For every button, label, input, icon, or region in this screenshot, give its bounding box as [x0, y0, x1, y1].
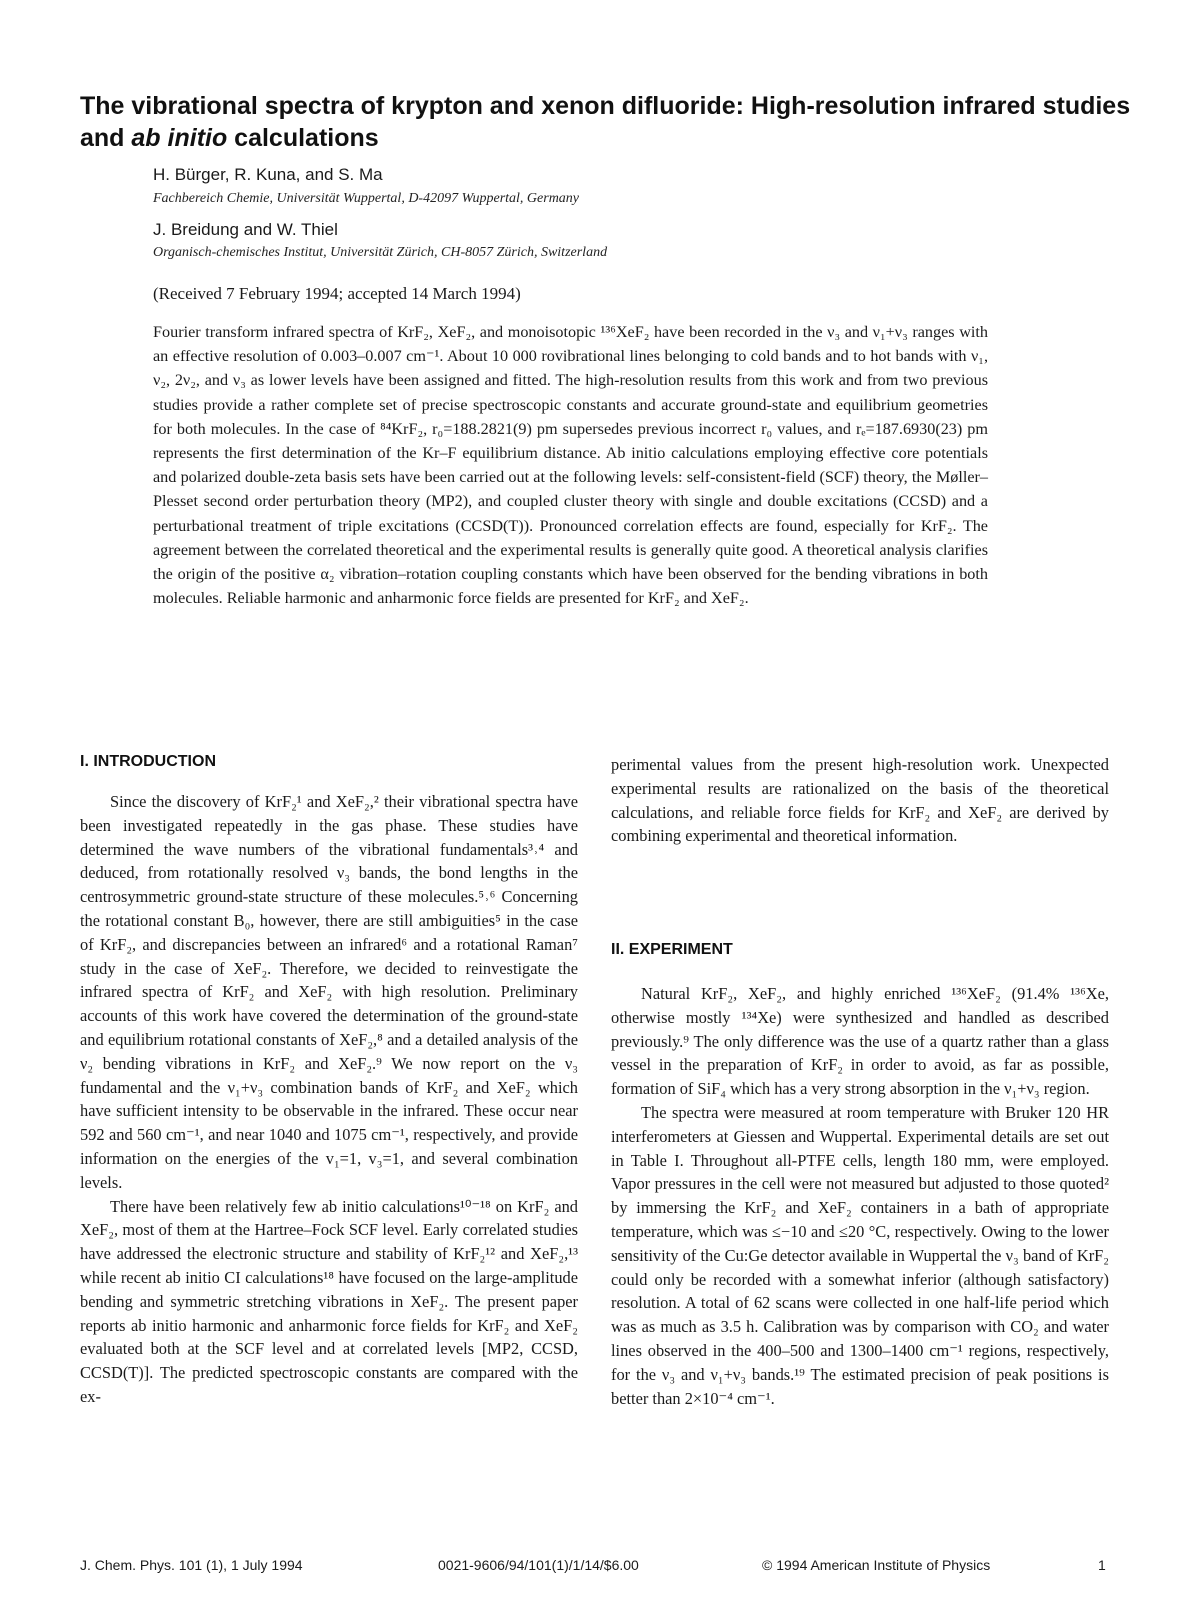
author-group-2: J. Breidung and W. Thiel — [153, 220, 338, 239]
footer-journal: J. Chem. Phys. 101 (1), 1 July 1994 — [80, 1557, 303, 1573]
section-heading-experiment: II. EXPERIMENT — [611, 941, 733, 958]
affiliation-2: Organisch-chemisches Institut, Universität Zürich, CH-8057 Zürich, Switzerland — [153, 245, 608, 260]
received-dates: (Received 7 February 1994; accepted 14 March 1994) — [153, 284, 521, 303]
abstract: Fourier transform infrared spectra of KrF₂, XeF₂, and monoisotopic ¹³⁶XeF₂ have been recorded in the ν₃ and ν₁+ν₃ ranges with an effective resolution of 0.003–0.007 cm⁻¹. About 10 000 rovibrational lines belonging to cold bands and to hot bands with ν₁, ν₂, 2ν₂, and ν₃ as lower levels have been assigned and fitted. The high-resolution results from this work and from two previous studies provide a rather complete set of precise spectroscopic constants and accurate ground-state and equilibrium geometries for both molecules. In the case of ⁸⁴KrF₂, r₀=188.2821(9) pm supersedes previous incorrect r₀ values, and rₑ=187.6930(23) pm represents the first determination of the Kr–F equilibrium distance. Ab initio calculations employing effective core potentials and polarized double-zeta basis sets have been carried out at the following levels: self-consistent-field (SCF) theory, the Møller–Plesset second order perturbation theory (MP2), and coupled cluster theory with single and double excitations (CCSD) and a perturbational treatment of triple excitations (CCSD(T)). Pronounced correlation effects are found, especially for KrF₂. The agreement between the correlated theoretical and the experimental results is generally quite good. A theoretical analysis clarifies the origin of the positive α₂ vibration–rotation coupling constants which have been observed for the bending vibrations in both molecules. Reliable harmonic and anharmonic force fields are presented for KrF₂ and XeF₂. — [153, 323, 988, 608]
title-italic: ab initio — [131, 124, 228, 152]
footer-page-number: 1 — [1098, 1557, 1106, 1573]
right-column-top — [611, 753, 1109, 848]
footer-copyright: © 1994 American Institute of Physics — [762, 1557, 991, 1573]
experiment-paragraph-2: The spectra were measured at room temperature with Bruker 120 HR interferometers at Giessen and Wuppertal. Experimental details are set out in Table I. Throughout all-PTFE cells, length 180 mm, were employed. Vapor pressures in the cell were not measured but adjusted to those quoted² by immersing the KrF₂ and XeF₂ containers in a bath of appropriate temperature, which was ≤−10 and ≤20 °C, respectively. Owing to the lower sensitivity of the Cu:Ge detector available in Wuppertal the ν₃ band of KrF₂ could only be recorded with a somewhat inferior (although satisfactory) resolution. A total of 62 scans were collected in one half-life period which was as much as 3.5 h. Calibration was by comparison with CO₂ and water lines observed in the 400–500 and 1300–1400 cm⁻¹ regions, respectively, for the ν₃ and ν₁+ν₃ bands.¹⁹ The estimated precision of peak positions is better than 2×10⁻⁴ cm⁻¹. — [611, 1102, 1109, 1408]
left-column — [80, 790, 578, 1409]
title-part-2: calculations — [227, 124, 379, 152]
title-part-1: The vibrational spectra of krypton and xenon difluoride: High-resolution infrared studies and — [80, 92, 1131, 152]
intro-paragraph-2: There have been relatively few ab initio calculations¹⁰⁻¹⁸ on KrF₂ and XeF₂, most of them at the Hartree–Fock SCF level. Early correlated studies have addressed the electronic structure and stability of KrF₂¹² and XeF₂,¹³ while recent ab initio CI calculations¹⁸ have focused on the large-amplitude bending and symmetric stretching vibrations in XeF₂. The present paper reports ab initio harmonic and anharmonic force fields for KrF₂ and XeF₂ evaluated both at the SCF level and at correlated levels [MP2, CCSD, CCSD(T)]. The predicted spectroscopic constants are compared with the ex- — [80, 1196, 578, 1406]
author-group-1: H. Bürger, R. Kuna, and S. Ma — [153, 165, 383, 184]
section-heading-introduction: I. INTRODUCTION — [80, 753, 216, 770]
right-column-experiment — [611, 982, 1109, 1410]
footer-code: 0021-9606/94/101(1)/1/14/$6.00 — [438, 1557, 639, 1573]
intro-continuation: perimental values from the present high-resolution work. Unexpected experimental results are rationalized on the basis of the theoretical calculations, and reliable force fields for KrF₂ and XeF₂ are derived by combining experimental and theoretical information. — [611, 755, 1109, 846]
article-title — [80, 90, 1140, 154]
intro-paragraph-1: Since the discovery of KrF₂¹ and XeF₂,² their vibrational spectra have been investigated repeatedly in the gas phase. These studies have determined the wave numbers of the vibrational fundamentals³˒⁴ and deduced, from rotationally resolved ν₃ bands, the bond lengths in the centrosymmetric ground-state structure of these molecules.⁵˒⁶ Concerning the rotational constant B₀, however, there are still ambiguities⁵ in the case of KrF₂, and discrepancies between an infrared⁶ and a rotational Raman⁷ study in the case of XeF₂. Therefore, we decided to reinvestigate the infrared spectra of KrF₂ and XeF₂ with high resolution. Preliminary accounts of this work have covered the determination of the ground-state and equilibrium rotational constants of XeF₂,⁸ and a detailed analysis of the ν₂ bending vibrations in KrF₂ and XeF₂.⁹ We now report on the ν₃ fundamental and the ν₁+ν₃ combination bands of KrF₂ and XeF₂ which have sufficient intensity to be observable in the infrared. These occur near 592 and 560 cm⁻¹, and near 1040 and 1075 cm⁻¹, respectively, and provide information on the energies of the v₁=1, v₃=1, and several combination levels. — [80, 792, 578, 1192]
experiment-paragraph-1: Natural KrF₂, XeF₂, and highly enriched ¹³⁶XeF₂ (91.4% ¹³⁶Xe, otherwise mostly ¹³⁴Xe) were synthesized and handled as described previously.⁹ The only difference was the use of a quartz rather than a glass vessel in the preparation of KrF₂ in order to avoid, as far as possible, formation of SiF₄ which has a very strong absorption in the ν₁+ν₃ region. — [611, 984, 1109, 1099]
affiliation-1: Fachbereich Chemie, Universität Wuppertal, D-42097 Wuppertal, Germany — [153, 191, 580, 206]
